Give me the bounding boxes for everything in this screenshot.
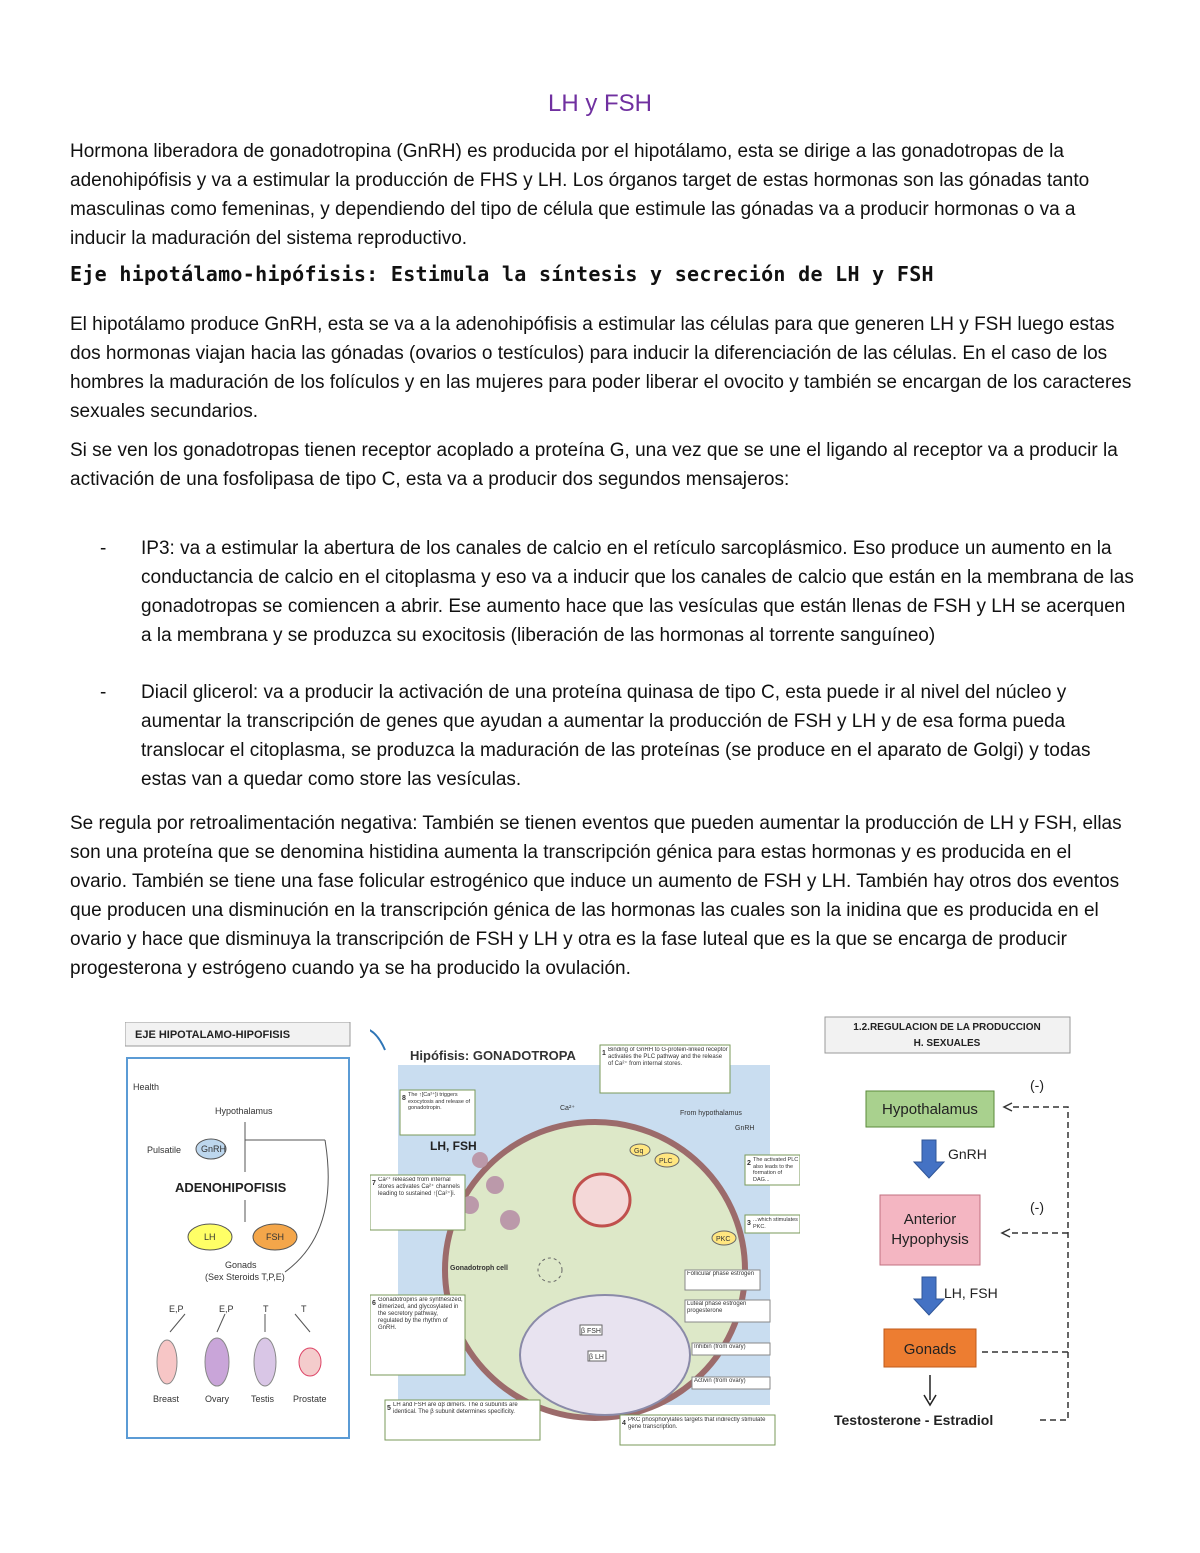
annotation-number: 4	[622, 1420, 626, 1427]
regulator-text: Activin (from ovary)	[694, 1378, 746, 1384]
regulator-text: Inhibin (from ovary)	[694, 1344, 746, 1350]
annotation-text: Ca²⁺ released from internal stores activates Ca²⁺ channels leading to sustained ↑[Ca²⁺]i.	[378, 1177, 460, 1197]
paragraph-1: El hipotálamo produce GnRH, esta se va a la adenohipófisis a estimular las células para que generen LH y FSH luego estas dos hormonas viajan hacia las gónadas (ovarios o testículos) para inducir la diferenciación de las células. En el caso de los hombres la maduración de los folículos y en las mujeres para poder liberar el ovocito y también se encargan de los caracteres sexuales secundarios.	[70, 314, 1132, 422]
feedback-path	[1010, 1107, 1068, 1420]
regulator-text: Follicular phase estrogen	[687, 1271, 755, 1277]
bullet-item	[100, 534, 1140, 650]
anterior-label-line2: Hypophysis	[891, 1231, 969, 1248]
vesicle	[486, 1176, 504, 1194]
annotation-number: 3	[747, 1220, 751, 1227]
figure-title: Hipófisis: GONADOTROPA	[410, 1048, 576, 1063]
bullet-item	[100, 678, 1140, 794]
figure-gonadotroph	[370, 1025, 800, 1450]
hypothalamus-label: Hypothalamus	[882, 1101, 978, 1118]
gq-label: Gq	[634, 1148, 644, 1155]
lh-fsh-label: LH, FSH	[430, 1139, 477, 1153]
annotation-text: LH and FSH are αβ dimers. The α subunits are identical. The β subunit determines specificity.	[393, 1402, 518, 1415]
down-arrow-icon	[914, 1277, 944, 1315]
adenohipofisis-label: ADENOHIPOFISIS	[175, 1180, 287, 1195]
organ-label: Testis	[251, 1394, 275, 1404]
annotation-number: 7	[372, 1180, 376, 1187]
annotation-text: Gonadotropins are synthesized, dimerized, and glycosylated in the secretory pathway, regulated by the rhythm of GnRH.	[378, 1297, 463, 1331]
connector-arrow	[370, 1028, 385, 1050]
health-label: Health	[133, 1082, 160, 1092]
figure-title: EJE HIPOTALAMO-HIPOFISIS	[135, 1029, 291, 1041]
annotation-text: The activated PLC also leads to the formation of DAG...	[753, 1157, 799, 1183]
lh-fsh-label: LH, FSH	[944, 1285, 998, 1301]
beta-fsh-label: β FSH	[581, 1328, 601, 1335]
regulator-text: Luteal phase estrogen progesterone	[687, 1301, 747, 1314]
figure-title-line1: 1.2.REGULACION DE LA PRODUCCION	[853, 1022, 1041, 1033]
prostate-illustration	[299, 1348, 321, 1376]
bullet-dash: -	[100, 682, 107, 703]
intro-paragraph: Hormona liberadora de gonadotropina (GnRH) es producida por el hipotálamo, esta se dirige a las gonadotropas de la adenohipófisis y va a estimular la producción de FHS y LH. Los órganos target de estas hormonas son las gónadas tanto masculinas como femeninas, y dependiendo del tipo de célula que estimule las gónadas va a producir hormonas o va a inducir la maduración del sistema reproductivo.	[70, 141, 1090, 249]
target-hormone: E,P	[169, 1304, 184, 1314]
anterior-hypophysis-box	[880, 1195, 980, 1265]
target-hormone: E,P	[219, 1304, 234, 1314]
beta-lh-label: β LH	[589, 1354, 604, 1361]
organ-label: Breast	[153, 1394, 180, 1404]
organ-label: Prostate	[293, 1394, 327, 1404]
bullet-text: Diacil glicerol: va a producir la activación de una proteína quinasa de tipo C, esta puede ir al nivel del núcleo y aumentar la transcripción de genes que ayudan a aumentar la producción de FSH y LH y de esa forma pueda translocar el citoplasma, se produzca la maduración de las proteínas (se produce en el aparato de Golgi) y todas estas van a quedar como store las vesículas.	[141, 682, 1091, 790]
vesicle	[500, 1210, 520, 1230]
bullet-text: IP3: va a estimular la abertura de los canales de calcio en el retículo sarcoplásmico. Eso produce un aumento en la conductancia de calcio en el citoplasma y eso va a inducir que los canales de calcio que están en la membrana de las gonadotropas se comiencen a abrir. Ese aumento hace que las vesículas que están llenas de FSH y LH se acerquen a la membrana y se produzca su exocitosis (liberación de las hormonas al torrente sanguíneo)	[141, 538, 1134, 646]
negative-feedback-label: (-)	[1030, 1077, 1044, 1093]
vesicle	[472, 1152, 488, 1168]
paragraph-3: Se regula por retroalimentación negativa: También se tienen eventos que pueden aumentar la producción de LH y FSH, ellas son una proteína que se denomina histidina aumenta la transcripción génica para estas hormonas y es producida en el ovario. También se tiene una fase folicular estrogénico que induce un aumento de FSH y LH. También hay otros dos eventos que producen una disminución en la transcripción génica de las hormonas las cuales son la inidina que es producida en el ovario y hace que disminuya la transcripción de FSH y LH y otra es la fase luteal que es la que se encarga de producir progesterona y estrógeno cuando ya se ha producido la ovulación.	[70, 813, 1122, 979]
annotation-number: 2	[747, 1160, 751, 1167]
target-hormone: T	[263, 1304, 269, 1314]
pulsatile-label: Pulsatile	[147, 1145, 182, 1155]
annotation-text: Binding of GnRH to G-protein-linked receptor activates the PLC pathway and the release of Ca²⁺ from internal stores.	[608, 1047, 728, 1067]
gonads-label: Gonads	[225, 1260, 257, 1270]
annotation-number: 5	[387, 1405, 391, 1412]
page-title: LH y FSH	[547, 90, 652, 117]
figure-title-line2: H. SEXUALES	[913, 1038, 981, 1049]
annotation-text: The ↑[Ca²⁺]i triggers exocytosis and release of gonadotropin.	[408, 1092, 471, 1111]
gonads-label: Gonads	[903, 1341, 957, 1358]
gnrh-label: GnRH	[201, 1144, 227, 1154]
cell-label: Gonadotroph cell	[450, 1265, 508, 1272]
arrow-head-icon	[1002, 1229, 1010, 1237]
arrow-head-icon	[1004, 1103, 1012, 1111]
section-heading: Eje hipotálamo-hipófisis: Estimula la síntesis y secreción de LH y FSH	[70, 262, 934, 286]
breast-illustration	[157, 1340, 177, 1384]
lh-label: LH	[204, 1232, 216, 1242]
paragraph-2: Si se ven los gonadotropas tienen receptor acoplado a proteína G, una vez que se une el ligando al receptor va a producir la activación de una fosfolipasa de tipo C, esta va a producir dos segundos mensajeros:	[70, 440, 1118, 490]
annotation-number: 1	[602, 1050, 606, 1057]
figure-hpa-axis	[125, 1022, 355, 1442]
hypothalamus-label: Hypothalamus	[215, 1106, 273, 1116]
ovary-illustration	[205, 1338, 229, 1386]
annotation-text: PKC phosphorylates targets that indirectly stimulate gene transcription.	[628, 1417, 766, 1430]
testis-illustration	[254, 1338, 276, 1386]
steroids-label: (Sex Steroids T,P,E)	[205, 1272, 285, 1282]
from-hypothalamus-label: From hypothalamus	[680, 1110, 742, 1117]
bullet-dash: -	[100, 538, 107, 559]
calcium-label: Ca²⁺	[560, 1105, 575, 1112]
result-label: Testosterone - Estradiol	[834, 1412, 994, 1428]
fsh-label: FSH	[266, 1232, 284, 1242]
target-hormone: T	[301, 1304, 307, 1314]
annotation-number: 8	[402, 1095, 406, 1102]
negative-feedback-label: (-)	[1030, 1199, 1044, 1215]
organ-label: Ovary	[205, 1394, 230, 1404]
gnrh-label: GnRH	[948, 1146, 987, 1162]
anterior-label-line1: Anterior	[903, 1211, 957, 1228]
gnrh-label: GnRH	[735, 1125, 755, 1132]
figure-regulation	[820, 1015, 1080, 1435]
plc-label: PLC	[659, 1158, 673, 1165]
down-arrow-icon	[914, 1140, 944, 1178]
annotation-text: ...which stimulates PKC.	[753, 1217, 798, 1230]
pkc-label: PKC	[716, 1236, 731, 1243]
annotation-number: 6	[372, 1300, 376, 1307]
calcium-store	[574, 1174, 630, 1226]
